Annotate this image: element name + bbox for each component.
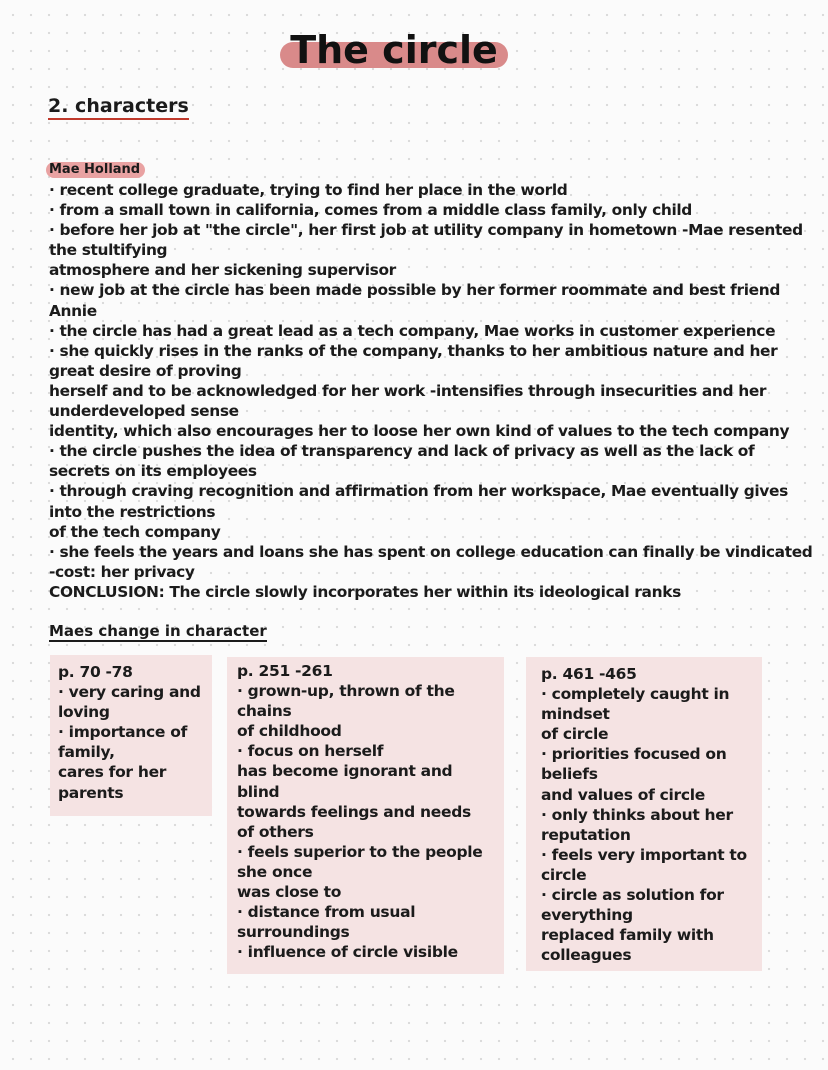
text-line: atmosphere and her sickening supervisor bbox=[49, 261, 396, 280]
box-line: · priorities focused on bbox=[541, 745, 727, 764]
character-description bbox=[49, 180, 814, 602]
text-line: great desire of proving bbox=[49, 361, 242, 380]
box-line: towards feelings and needs bbox=[237, 802, 471, 821]
section-heading: 2. characters bbox=[48, 94, 189, 120]
box-line: parents bbox=[58, 783, 124, 802]
box-line: family, bbox=[58, 743, 115, 762]
box-line: · only thinks about her bbox=[541, 805, 733, 824]
text-line: · she quickly rises in the ranks of the company, thanks to her ambitious nature and her bbox=[49, 341, 778, 360]
box-line: · circle as solution for bbox=[541, 886, 724, 905]
text-line: underdeveloped sense bbox=[49, 402, 239, 421]
text-line: · from a small town in california, comes from a middle class family, only child bbox=[49, 201, 692, 220]
character-name-tag: Mae Holland bbox=[46, 162, 145, 178]
text-line: · new job at the circle has been made possible by her former roommate and best friend bbox=[49, 281, 781, 300]
box-line: mindset bbox=[541, 705, 610, 724]
box-line: · importance of bbox=[58, 723, 188, 742]
box-line: of circle bbox=[541, 725, 609, 744]
text-line: · before her job at "the circle", her first job at utility company in hometown -Mae resented bbox=[49, 221, 803, 240]
box-line: circle bbox=[541, 865, 587, 884]
box-line: · distance from usual bbox=[237, 903, 416, 922]
box-line: · feels very important to bbox=[541, 845, 747, 864]
box-page-range: p. 70 -78 bbox=[58, 663, 133, 681]
note-box-pages-461-465 bbox=[526, 657, 762, 971]
text-line: secrets on its employees bbox=[49, 462, 257, 481]
text-line: · the circle has had a great lead as a tech company, Mae works in customer experience bbox=[49, 321, 776, 340]
box-line: · feels superior to the people bbox=[237, 842, 483, 861]
box-line: everything bbox=[541, 906, 633, 925]
box-line: has become ignorant and bbox=[237, 762, 453, 781]
box-line: replaced family with bbox=[541, 926, 714, 945]
text-line: of the tech company bbox=[49, 522, 221, 541]
conclusion-line: CONCLUSION: The circle slowly incorporates her within its ideological ranks bbox=[49, 582, 681, 601]
box-page-range: p. 251 -261 bbox=[237, 662, 333, 680]
box-line: and values of circle bbox=[541, 785, 705, 804]
box-line: chains bbox=[237, 702, 292, 721]
text-line: · the circle pushes the idea of transparency and lack of privacy as well as the lack of bbox=[49, 442, 755, 461]
box-line: loving bbox=[58, 703, 110, 722]
title-block bbox=[278, 28, 510, 72]
text-line: identity, which also encourages her to loose her own kind of values to the tech company bbox=[49, 422, 790, 441]
box-line: she once bbox=[237, 862, 313, 881]
text-line: the stultifying bbox=[49, 241, 168, 260]
text-line: into the restrictions bbox=[49, 502, 216, 521]
box-line: blind bbox=[237, 782, 280, 801]
box-line: cares for her bbox=[58, 763, 167, 782]
text-line: -cost: her privacy bbox=[49, 562, 195, 581]
box-line: · influence of circle visible bbox=[237, 943, 458, 962]
text-line: · recent college graduate, trying to find her place in the world bbox=[49, 181, 568, 199]
box-line: was close to bbox=[237, 883, 342, 902]
box-line: of childhood bbox=[237, 722, 342, 741]
box-line: of others bbox=[237, 822, 314, 841]
box-line: · grown-up, thrown of the bbox=[237, 682, 455, 701]
box-line: beliefs bbox=[541, 765, 598, 784]
change-heading: Maes change in character bbox=[49, 622, 267, 640]
box-line: colleagues bbox=[541, 946, 632, 965]
text-line: Annie bbox=[49, 301, 97, 320]
page-title: The circle bbox=[290, 28, 498, 72]
box-page-range: p. 461 -465 bbox=[541, 665, 637, 683]
note-box-pages-251-261 bbox=[227, 657, 504, 974]
box-line: · focus on herself bbox=[237, 742, 384, 761]
box-line: reputation bbox=[541, 825, 631, 844]
box-line: · completely caught in bbox=[541, 685, 730, 704]
text-line: · she feels the years and loans she has spent on college education can finally be vindicated bbox=[49, 542, 813, 561]
text-line: herself and to be acknowledged for her work -intensifies through insecurities and her bbox=[49, 381, 767, 400]
text-line: · through craving recognition and affirmation from her workspace, Mae eventually gives bbox=[49, 482, 788, 501]
note-box-pages-70-78 bbox=[50, 655, 212, 816]
box-line: · very caring and bbox=[58, 683, 201, 702]
box-line: surroundings bbox=[237, 923, 350, 942]
